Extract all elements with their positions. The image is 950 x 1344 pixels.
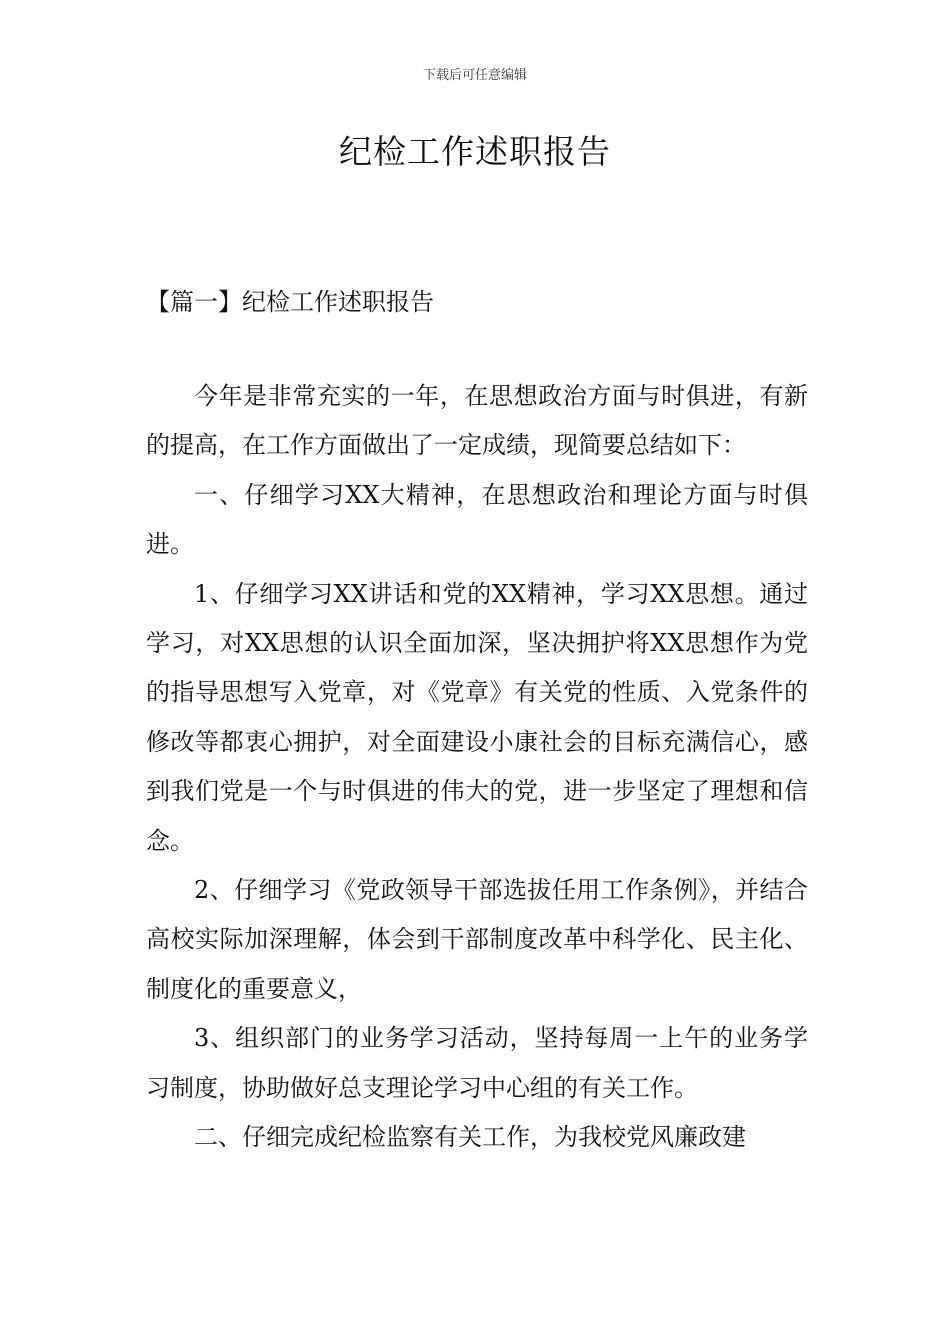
header-note: 下载后可任意编辑 <box>422 68 527 83</box>
section-heading: 【篇一】纪检工作述职报告 <box>146 288 434 316</box>
paragraph: 今年是非常充实的一年，在思想政治方面与时俱进，有新的提高，在工作方面做出了一定成绩，现简要总结如下： <box>146 382 808 460</box>
document-body <box>146 372 808 1163</box>
paragraph: 1、仔细学习XX讲话和党的XX精神，学习XX思想。通过学习，对XX思想的认识全面加深，坚决拥护将XX思想作为党的指导思想写入党章，对《党章》有关党的性质、入党条件的修改等都衷心拥护，对全面建设小康社会的目标充满信心，感到我们党是一个与时俱进的伟大的党，进一步坚定了理想和信念。 <box>146 579 808 855</box>
document-title: 纪检工作述职报告 <box>339 132 611 171</box>
paragraph: 一、仔细学习XX大精神，在思想政治和理论方面与时俱进。 <box>146 480 808 559</box>
paragraph: 3、组织部门的业务学习活动，坚持每周一上午的业务学习制度，协助做好总支理论学习中心组的有关工作。 <box>146 1024 808 1102</box>
paragraph: 2、仔细学习《党政领导干部选拔任用工作条例》，并结合高校实际加深理解，体会到干部制度改革中科学化、民主化、制度化的重要意义， <box>146 876 808 1003</box>
paragraph: 二、仔细完成纪检监察有关工作，为我校党风廉政建 <box>194 1123 746 1152</box>
